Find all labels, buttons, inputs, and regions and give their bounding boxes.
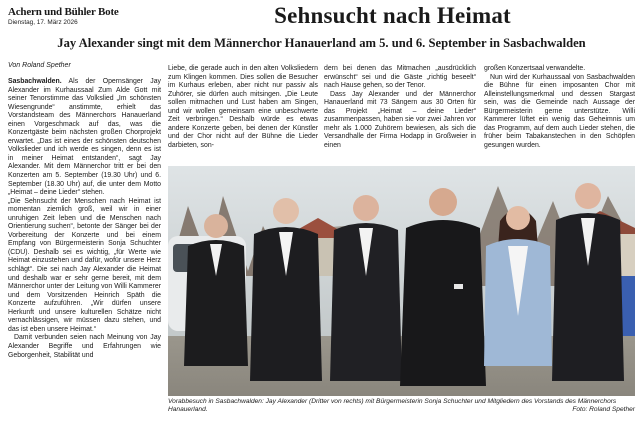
dateline: Sasbachwalden. <box>8 78 62 85</box>
issue-date: Dienstag, 17. März 2026 <box>8 19 78 26</box>
article-column-1 <box>8 78 161 360</box>
article-headline: Sehnsucht nach Heimat <box>274 3 511 28</box>
group-photo <box>168 166 635 396</box>
article-column-4 <box>484 65 635 150</box>
article-subheadline: Jay Alexander singt mit dem Männerchor Hanauerland am 5. und 6. September in Sasbachwalden <box>57 36 586 50</box>
article-column-3 <box>324 65 476 150</box>
article-column-2 <box>168 65 318 150</box>
paragraph: Liebe, die gerade auch in den alten Volksliedern zum Klingen kommen. Dies sollen die Besucher im Kurhaus erleben, aber nicht nur passiv als Zuhörer, sie dürfen auch mitsingen. „Die Leute sollen mitmachen und Lust haben am Singen, und wir wollen gemeinsam eine unbeschwerte Zeit verbringen.“ Deshalb würde es etwas andere Konzerte geben, bei denen der Künstler und der Chor nicht auf der Bühne die Lieder darbieten, son- <box>168 65 318 149</box>
paragraph: dern bei denen das Mitmachen „ausdrücklich erwünscht“ sei und die Gäste „richtig beseelt“ nach Hause gehen, so der Tenor. <box>324 65 476 90</box>
caption-text: Vorabbesuch in Sasbachwalden: Jay Alexander (Dritter von rechts) mit Bürgermeisterin Sonja Schuchter und Mitgliedern des Vorstands des Männerchors Hanauerland. <box>168 398 617 414</box>
paragraph: Dass Jay Alexander und der Männerchor Hanauerland mit 73 Sängern aus 30 Orten für das Projekt „Heimat – deine Lieder“ zusammenpassen, haben sie vor zwei Jahren vor mehr als 1.000 Zuhörern bewiesen, als sich die Versandhalle der Firma Hodapp in Großweier in einen <box>324 90 476 149</box>
photo-caption <box>168 398 635 414</box>
paragraph: großen Konzertsaal verwandelte. <box>484 65 586 72</box>
paragraph <box>8 78 161 198</box>
paragraph-text: Als der Opernsänger Jay Alexander im Kurhaussaal Zum Alde Gott mit seiner Tenorstimme das Volkslied „Im schönsten Wiesengrunde“ anstimmte, erhielt das Vorstandsteam des Männerchors Hanauerland einen Vorgeschmack auf das, was die Konzertgäste beim nächsten großen Chorprojekt erwartet. „Das ist eines der schönsten deutschen Volkslieder und ich werde es singen, denn es ist in meiner Heimat entstanden“, sagt Jay Alexander. Mit dem Männerchor tritt er bei den Konzerten am 5. September (19.30 Uhr) und 6. September (18.30 Uhr) auf, die unter dem Motto „Heimat – deine Lieder“ stehen. <box>8 78 161 197</box>
paragraph: Nun wird der Kurhaussaal von Sasbachwalden die Bühne für einen imposanten Chor mit Alleinstellungsmerkmal und dessen Stargast sein, was die Gemeinde nach Aussage der Bürgermeisterin gerne unterstütze. Willi Kammerer lüftet ein wenig das Geheimnis um das Programm, auf dem auch Lieder stehen, die früher beim Tabakanstechen in den Schöpfen gesungen wurden. <box>484 73 635 149</box>
newspaper-name: Achern und Bühler Bote <box>8 6 119 18</box>
paragraph: „Die Sehnsucht der Menschen nach Heimat ist momentan ziemlich groß, weil wir in einer unruhigen Zeit leben und die Menschen nach Orientierung suchen“, betonte der Sänger bei der Vorbereitung der Konzerte und bei einem Empfang von Bürgermeisterin Sonja Schuchter (CDU). Deshalb sei es wichtig, „für Werte wie Heimat einzustehen und dafür, wofür unsere Herz schlägt“. Die sei nach Jay Alexander die Heimat und deshalb war er sehr gerne bereit, mit dem Männerchor unter der Leitung von Willi Kammerer und dem Vorsitzenden Heinrich Späth die Konzerte aufzuführen. „Wir dürfen unsere Herkunft und unsere kulturellen Schätze nicht vernachlässigen, wir müssen dazu stehen, und das ist eben unsere Heimat.“ <box>8 197 161 333</box>
paragraph: Damit verbunden seien nach Meinung von Jay Alexander Begriffe und Erfahrungen wie Geborgenheit, Stabilität und <box>8 334 161 359</box>
author-line: Von Roland Spether <box>8 62 71 69</box>
masthead <box>8 6 158 26</box>
photo-credit: Foto: Roland Spether <box>572 406 635 414</box>
